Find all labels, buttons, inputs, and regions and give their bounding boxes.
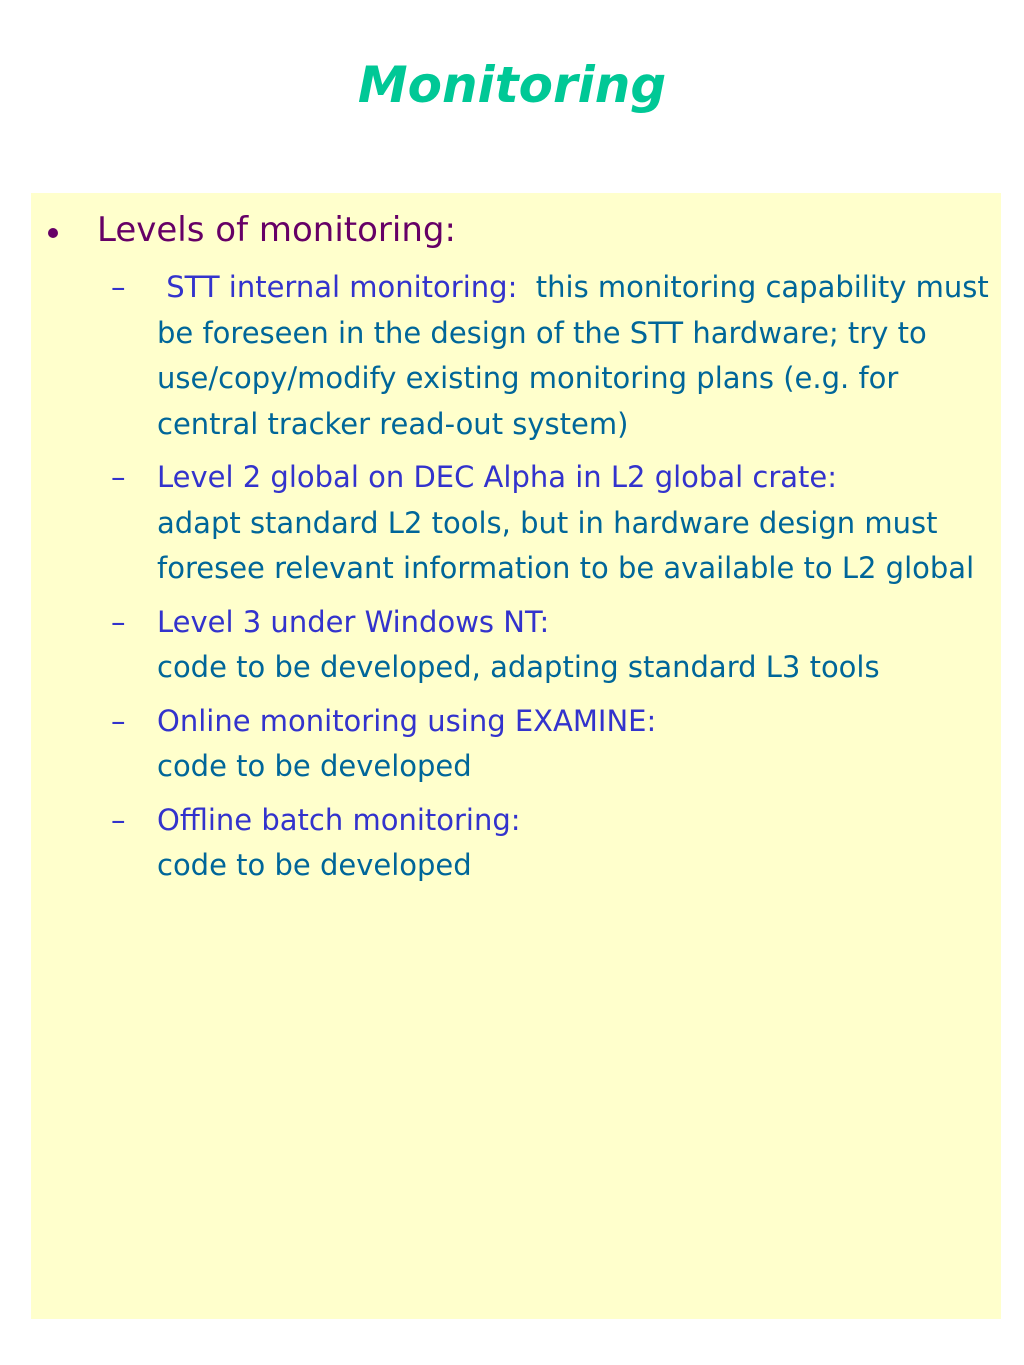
dash-icon: – (111, 604, 126, 639)
main-bullet-label: Levels of monitoring: (97, 210, 456, 250)
sub-bullet-text: code to be developed (157, 848, 472, 882)
sub-bullet-online (111, 699, 991, 790)
dash-icon: – (111, 703, 126, 738)
sub-bullet-lead: Online monitoring using EXAMINE: (157, 703, 657, 738)
sub-bullet-list (111, 265, 991, 897)
main-bullet (48, 204, 988, 256)
sub-bullet-lead: Level 3 under Windows NT: (157, 604, 550, 639)
sub-bullet-text: this monitoring capability must be foreseen in the design of the STT hardware; try to use/copy/modify existing monitoring plans (e.g. for central tracker read-out system) (157, 270, 989, 441)
page-title: Monitoring (357, 56, 667, 114)
sub-bullet-lead: Level 2 global on DEC Alpha in L2 global crate: (157, 460, 837, 494)
dash-icon: – (111, 802, 126, 837)
dash-icon: – (111, 270, 126, 304)
bullet-dot-icon (48, 228, 58, 238)
sub-bullet-text: code to be developed, adapting standard L3 tools (157, 650, 880, 684)
sub-bullet-level2 (111, 455, 991, 592)
sub-bullet-level3 (111, 600, 991, 691)
sub-bullet-lead: STT internal monitoring: (157, 270, 536, 304)
sub-bullet-text: code to be developed (157, 749, 472, 783)
content-box (31, 193, 1001, 1319)
sub-bullet-offline (111, 798, 991, 889)
dash-icon: – (111, 460, 126, 494)
sub-bullet-text: adapt standard L2 tools, but in hardware design must foresee relevant information to be available to L2 global (157, 505, 975, 585)
sub-bullet-stt-internal (111, 265, 991, 447)
sub-bullet-lead: Offline batch monitoring: (157, 802, 521, 837)
